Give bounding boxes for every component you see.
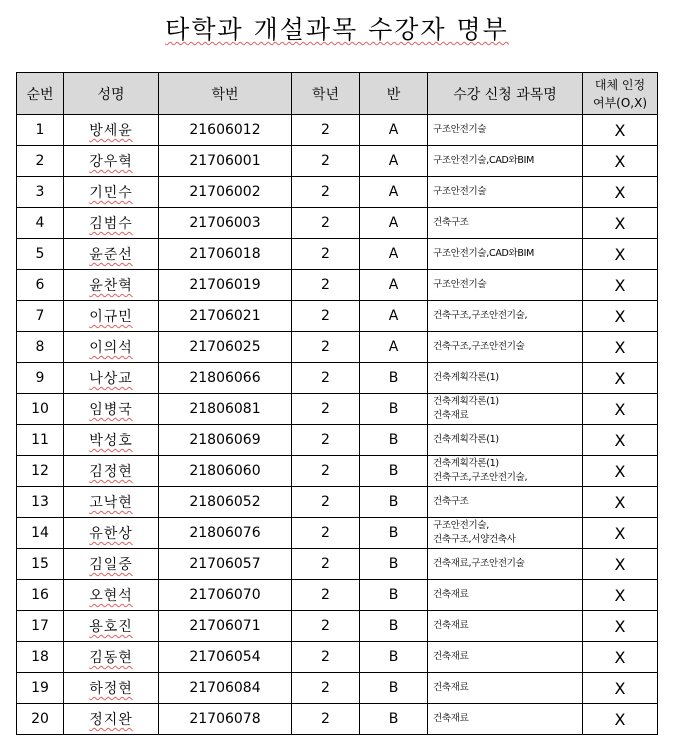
cell-no: 9 — [17, 363, 64, 394]
cell-class: A — [360, 239, 428, 270]
cell-no: 12 — [17, 456, 64, 487]
cell-student-id: 21706071 — [159, 611, 292, 642]
cell-name — [64, 611, 159, 642]
cell-grade: 2 — [292, 549, 360, 580]
cell-class: B — [360, 642, 428, 673]
cell-course — [428, 208, 583, 239]
course-line: 구조안전기술 — [433, 186, 487, 197]
course-line: 건축계획각론(1) — [433, 434, 499, 445]
cell-substitute: X — [583, 363, 658, 394]
table-row — [17, 363, 658, 394]
cell-grade: 2 — [292, 115, 360, 146]
course-line: 구조안전기술 — [433, 279, 487, 290]
student-name: 임병국 — [89, 402, 133, 418]
student-name: 유한상 — [89, 526, 133, 542]
cell-no: 5 — [17, 239, 64, 270]
cell-class: A — [360, 146, 428, 177]
table-row — [17, 611, 658, 642]
cell-student-id: 21806069 — [159, 425, 292, 456]
header-no: 순번 — [17, 73, 64, 115]
cell-course — [428, 549, 583, 580]
cell-class: B — [360, 673, 428, 704]
header-class: 반 — [360, 73, 428, 115]
cell-class: B — [360, 549, 428, 580]
table-row — [17, 487, 658, 518]
cell-no: 4 — [17, 208, 64, 239]
cell-student-id: 21706057 — [159, 549, 292, 580]
cell-substitute: X — [583, 456, 658, 487]
student-name: 윤찬혁 — [89, 278, 133, 294]
course-line: 건축재료 — [433, 620, 469, 631]
header-substitute-line2: 여부(O,X) — [592, 95, 648, 110]
student-name: 정지완 — [89, 712, 133, 728]
cell-substitute: X — [583, 611, 658, 642]
cell-course — [428, 456, 583, 487]
cell-grade: 2 — [292, 487, 360, 518]
table-row — [17, 580, 658, 611]
table-row — [17, 673, 658, 704]
cell-grade: 2 — [292, 580, 360, 611]
cell-course — [428, 177, 583, 208]
cell-substitute: X — [583, 549, 658, 580]
cell-name — [64, 425, 159, 456]
cell-class: A — [360, 177, 428, 208]
student-name: 이의석 — [89, 340, 133, 356]
cell-no: 10 — [17, 394, 64, 425]
cell-student-id: 21706001 — [159, 146, 292, 177]
cell-no: 8 — [17, 332, 64, 363]
cell-student-id: 21706054 — [159, 642, 292, 673]
course-line: 건축구조 — [433, 496, 469, 507]
cell-grade: 2 — [292, 704, 360, 735]
course-line: 건축계획각론(1) — [433, 458, 499, 469]
cell-student-id: 21706018 — [159, 239, 292, 270]
cell-grade: 2 — [292, 394, 360, 425]
cell-substitute: X — [583, 301, 658, 332]
table-row — [17, 146, 658, 177]
cell-substitute: X — [583, 270, 658, 301]
table-row — [17, 704, 658, 735]
cell-substitute: X — [583, 208, 658, 239]
cell-substitute: X — [583, 425, 658, 456]
course-line: 건축구조,구조안전기술 — [433, 341, 525, 352]
cell-no: 11 — [17, 425, 64, 456]
cell-name — [64, 177, 159, 208]
cell-course — [428, 580, 583, 611]
cell-name — [64, 208, 159, 239]
cell-grade: 2 — [292, 239, 360, 270]
table-row — [17, 301, 658, 332]
cell-grade: 2 — [292, 518, 360, 549]
cell-course — [428, 611, 583, 642]
cell-class: A — [360, 115, 428, 146]
cell-class: A — [360, 332, 428, 363]
cell-course — [428, 270, 583, 301]
cell-substitute: X — [583, 239, 658, 270]
cell-class: B — [360, 425, 428, 456]
cell-substitute: X — [583, 580, 658, 611]
course-line: 건축구조 — [433, 217, 469, 228]
cell-no: 15 — [17, 549, 64, 580]
cell-grade: 2 — [292, 611, 360, 642]
cell-no: 19 — [17, 673, 64, 704]
header-substitute-line1: 대체 인정 — [594, 77, 646, 92]
cell-course — [428, 425, 583, 456]
table-row — [17, 115, 658, 146]
course-line: 구조안전기술 — [433, 124, 487, 135]
student-name: 기민수 — [89, 185, 133, 201]
cell-class: B — [360, 394, 428, 425]
course-line: 구조안전기술,CAD와BIM — [433, 155, 535, 166]
cell-substitute: X — [583, 642, 658, 673]
table-row — [17, 549, 658, 580]
cell-class: A — [360, 301, 428, 332]
cell-name — [64, 642, 159, 673]
cell-class: A — [360, 270, 428, 301]
cell-name — [64, 270, 159, 301]
cell-grade: 2 — [292, 363, 360, 394]
cell-class: B — [360, 363, 428, 394]
cell-student-id: 21806066 — [159, 363, 292, 394]
cell-name — [64, 146, 159, 177]
table-row — [17, 394, 658, 425]
table-row — [17, 425, 658, 456]
cell-name — [64, 239, 159, 270]
course-line: 구조안전기술, — [433, 520, 489, 531]
cell-class: A — [360, 208, 428, 239]
cell-class: B — [360, 704, 428, 735]
cell-grade: 2 — [292, 177, 360, 208]
student-name: 김범수 — [89, 216, 133, 232]
document-title-text: 타학과 개설과목 수강자 명부 — [165, 15, 509, 44]
roster-body — [17, 115, 658, 735]
cell-substitute: X — [583, 518, 658, 549]
cell-course — [428, 642, 583, 673]
cell-course — [428, 301, 583, 332]
cell-class: B — [360, 611, 428, 642]
cell-course — [428, 673, 583, 704]
cell-student-id: 21706002 — [159, 177, 292, 208]
cell-name — [64, 487, 159, 518]
course-line: 건축계획각론(1) — [433, 396, 499, 407]
cell-name — [64, 704, 159, 735]
cell-grade: 2 — [292, 425, 360, 456]
course-line: 건축재료,구조안전기술 — [433, 558, 525, 569]
cell-grade: 2 — [292, 146, 360, 177]
table-row — [17, 239, 658, 270]
cell-name — [64, 363, 159, 394]
cell-substitute: X — [583, 704, 658, 735]
cell-name — [64, 115, 159, 146]
course-line: 구조안전기술,CAD와BIM — [433, 248, 535, 259]
cell-student-id: 21706003 — [159, 208, 292, 239]
cell-course — [428, 146, 583, 177]
cell-name — [64, 301, 159, 332]
cell-no: 20 — [17, 704, 64, 735]
cell-grade: 2 — [292, 208, 360, 239]
student-name: 용호진 — [89, 619, 133, 635]
student-name: 김동현 — [89, 650, 133, 666]
cell-no: 7 — [17, 301, 64, 332]
cell-grade: 2 — [292, 270, 360, 301]
cell-student-id: 21706084 — [159, 673, 292, 704]
cell-course — [428, 518, 583, 549]
student-name: 김정현 — [89, 464, 133, 480]
cell-name — [64, 580, 159, 611]
cell-substitute: X — [583, 146, 658, 177]
cell-class: B — [360, 580, 428, 611]
student-name: 고낙현 — [89, 495, 133, 511]
cell-no: 1 — [17, 115, 64, 146]
cell-course — [428, 487, 583, 518]
cell-substitute: X — [583, 673, 658, 704]
cell-substitute: X — [583, 115, 658, 146]
cell-no: 17 — [17, 611, 64, 642]
cell-grade: 2 — [292, 456, 360, 487]
student-name: 하정현 — [89, 681, 133, 697]
cell-student-id: 21706019 — [159, 270, 292, 301]
document-title — [0, 10, 674, 46]
cell-no: 2 — [17, 146, 64, 177]
course-line: 건축계획각론(1) — [433, 372, 499, 383]
cell-no: 16 — [17, 580, 64, 611]
cell-substitute: X — [583, 177, 658, 208]
cell-student-id: 21706070 — [159, 580, 292, 611]
cell-substitute: X — [583, 394, 658, 425]
cell-name — [64, 394, 159, 425]
course-line: 건축재료 — [433, 713, 469, 724]
table-row — [17, 270, 658, 301]
cell-name — [64, 673, 159, 704]
roster-table — [16, 72, 658, 735]
cell-substitute: X — [583, 487, 658, 518]
cell-course — [428, 363, 583, 394]
course-line: 건축구조,서양건축사 — [433, 534, 516, 545]
cell-grade: 2 — [292, 642, 360, 673]
table-row — [17, 642, 658, 673]
cell-grade: 2 — [292, 673, 360, 704]
header-grade: 학년 — [292, 73, 360, 115]
student-name: 이규민 — [89, 309, 133, 325]
cell-student-id: 21706025 — [159, 332, 292, 363]
cell-name — [64, 518, 159, 549]
cell-name — [64, 332, 159, 363]
course-line: 건축구조,구조안전기술, — [433, 310, 528, 321]
cell-no: 3 — [17, 177, 64, 208]
header-substitute — [583, 73, 658, 115]
student-name: 김일중 — [89, 557, 133, 573]
cell-student-id: 21706021 — [159, 301, 292, 332]
cell-no: 13 — [17, 487, 64, 518]
cell-no: 6 — [17, 270, 64, 301]
course-line: 건축재료 — [433, 651, 469, 662]
cell-student-id: 21806060 — [159, 456, 292, 487]
cell-student-id: 21706078 — [159, 704, 292, 735]
cell-substitute: X — [583, 332, 658, 363]
cell-course — [428, 239, 583, 270]
student-name: 박성호 — [89, 433, 133, 449]
cell-no: 14 — [17, 518, 64, 549]
cell-no: 18 — [17, 642, 64, 673]
cell-student-id: 21806081 — [159, 394, 292, 425]
cell-name — [64, 456, 159, 487]
cell-class: B — [360, 487, 428, 518]
cell-grade: 2 — [292, 301, 360, 332]
student-name: 강우혁 — [89, 154, 133, 170]
cell-course — [428, 704, 583, 735]
cell-name — [64, 549, 159, 580]
cell-grade: 2 — [292, 332, 360, 363]
header-course: 수강 신청 과목명 — [428, 73, 583, 115]
cell-class: B — [360, 518, 428, 549]
table-row — [17, 332, 658, 363]
cell-student-id: 21606012 — [159, 115, 292, 146]
student-name: 오현석 — [89, 588, 133, 604]
cell-class: B — [360, 456, 428, 487]
table-row — [17, 177, 658, 208]
course-line: 건축재료 — [433, 589, 469, 600]
course-line: 건축재료 — [433, 682, 469, 693]
cell-student-id: 21806052 — [159, 487, 292, 518]
course-line: 건축구조,구조안전기술, — [433, 472, 528, 483]
table-row — [17, 456, 658, 487]
header-name: 성명 — [64, 73, 159, 115]
course-line: 건축재료 — [433, 410, 469, 421]
table-row — [17, 208, 658, 239]
cell-course — [428, 115, 583, 146]
student-name: 윤준선 — [89, 247, 133, 263]
header-row — [17, 73, 658, 115]
cell-course — [428, 332, 583, 363]
student-name: 방세윤 — [89, 123, 133, 139]
table-row — [17, 518, 658, 549]
student-name: 나상교 — [89, 371, 133, 387]
header-student-id: 학번 — [159, 73, 292, 115]
cell-course — [428, 394, 583, 425]
cell-student-id: 21806076 — [159, 518, 292, 549]
